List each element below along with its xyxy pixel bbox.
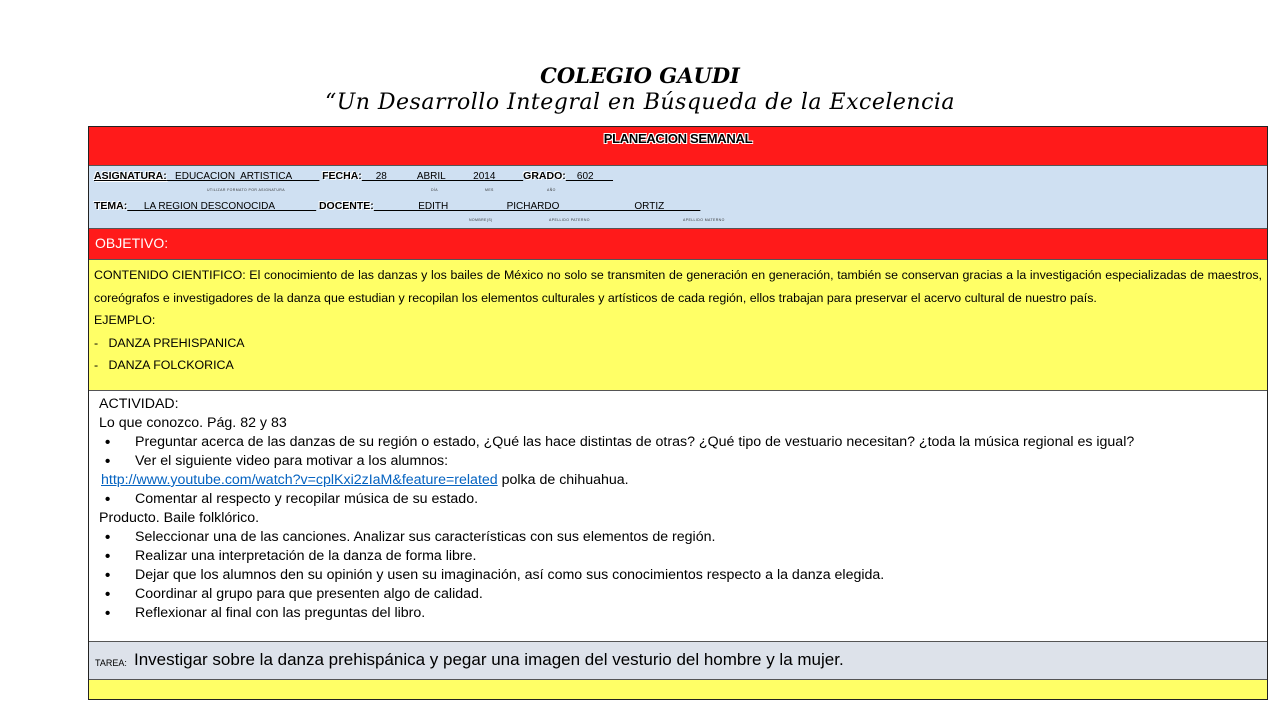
sheet-title: PLANEACION SEMANAL: [603, 131, 753, 146]
asignatura-value: EDUCACION ARTISTICA: [166, 171, 320, 182]
docente-value: EDITH PICHARDO ORTIZ: [373, 201, 701, 212]
objetivo-label: OBJETIVO:: [95, 235, 169, 251]
fecha-label: FECHA:: [322, 170, 362, 182]
hint-mes: MES: [485, 188, 494, 192]
docente-label: DOCENTE:: [318, 200, 374, 212]
producto-bullet: • Dejar que los alumnos den su opinión y usen su imaginación, así como sus conocimientos respecto a la danza elegida.: [99, 566, 1259, 585]
producto-bullet: • Seleccionar una de las canciones. Analizar sus características con sus elementos de región.: [99, 528, 1259, 547]
producto-label: Producto. Baile folklórico.: [99, 510, 260, 526]
info-row: [89, 166, 1267, 229]
asignatura-label: ASIGNATURA:: [94, 170, 167, 182]
sheet-title-row: [89, 127, 1267, 166]
actividad-label: ACTIVIDAD:: [99, 396, 179, 412]
actividad-subtitle: Lo que conozco. Pág. 82 y 83: [99, 415, 287, 431]
contenido-row: [89, 260, 1267, 391]
contenido-paragraph: CONTENIDO CIENTIFICO: El conocimiento de las danzas y los bailes de México no solo se transmiten de generación en generación, también se conservan gracias a la investigación especializadas de maestros, coreógrafos e investigadores de la danza que estudian y recopilan los elementos culturales y artísticos de cada región, ellos trabajan para preservar el acervo cultural de nuestro país.: [94, 268, 1262, 305]
hint-paterno: APELLIDO PATERNO: [549, 218, 590, 222]
producto-bullet: • Coordinar al grupo para que presenten algo de calidad.: [99, 585, 1259, 604]
ejemplo-item: - DANZA PREHISPANICA: [94, 335, 245, 350]
tema-label: TEMA:: [94, 200, 128, 212]
actividad-bullet: • Ver el siguiente video para motivar a los alumnos:: [99, 452, 1259, 471]
school-name: COLEGIO GAUDI: [540, 63, 740, 88]
objetivo-row: [89, 229, 1267, 260]
producto-bullet: • Realizar una interpretación de la danza de forma libre.: [99, 547, 1259, 566]
info-line-2: [94, 200, 700, 212]
tarea-label: TAREA:: [95, 658, 127, 668]
producto-bullet: • Reflexionar al final con las preguntas del libro.: [99, 604, 1259, 623]
info-line-1: [94, 170, 613, 182]
weekly-plan-sheet: [88, 126, 1268, 700]
actividad-bullet: • Comentar al respecto y recopilar música de su estado.: [99, 490, 1259, 509]
tarea-text: Investigar sobre la danza prehispánica y pegar una imagen del vesturio del hombre y la mujer.: [134, 650, 844, 669]
video-link-suffix: polka de chihuahua.: [497, 472, 629, 488]
ejemplo-label: EJEMPLO:: [94, 313, 156, 327]
tarea-row: [89, 642, 1267, 680]
fecha-value: 28 ABRIL 2014: [361, 171, 524, 182]
actividad-row: [89, 391, 1267, 642]
ejemplo-item: - DANZA FOLCKORICA: [94, 358, 234, 372]
hint-nombre: NOMBRE(S): [469, 218, 493, 222]
hint-materno: APELLIDO MATERNO: [683, 218, 725, 222]
actividad-bullet: • Preguntar acerca de las danzas de su región o estado, ¿Qué las hace distintas de otras? ¿Qué tipo de vestuario necesitan? ¿toda la música regional es igual?: [99, 433, 1259, 452]
tema-value: LA REGION DESCONOCIDA: [127, 201, 317, 212]
hint-dia: DÍA: [431, 188, 439, 192]
video-link[interactable]: http://www.youtube.com/watch?v=cplKxi2zIaM&feature=related: [101, 472, 498, 488]
video-line: [99, 471, 1259, 490]
hint-ano: AÑO: [547, 188, 556, 192]
hint-asignatura: UTILIZAR FORMATO POR ASIGNATURA: [207, 188, 285, 192]
grado-label: GRADO:: [523, 170, 566, 182]
grado-value: 602: [565, 171, 614, 182]
school-motto: “Un Desarrollo Integral en Búsqueda de la Excelencia: [324, 90, 956, 115]
empty-row: [89, 680, 1267, 699]
